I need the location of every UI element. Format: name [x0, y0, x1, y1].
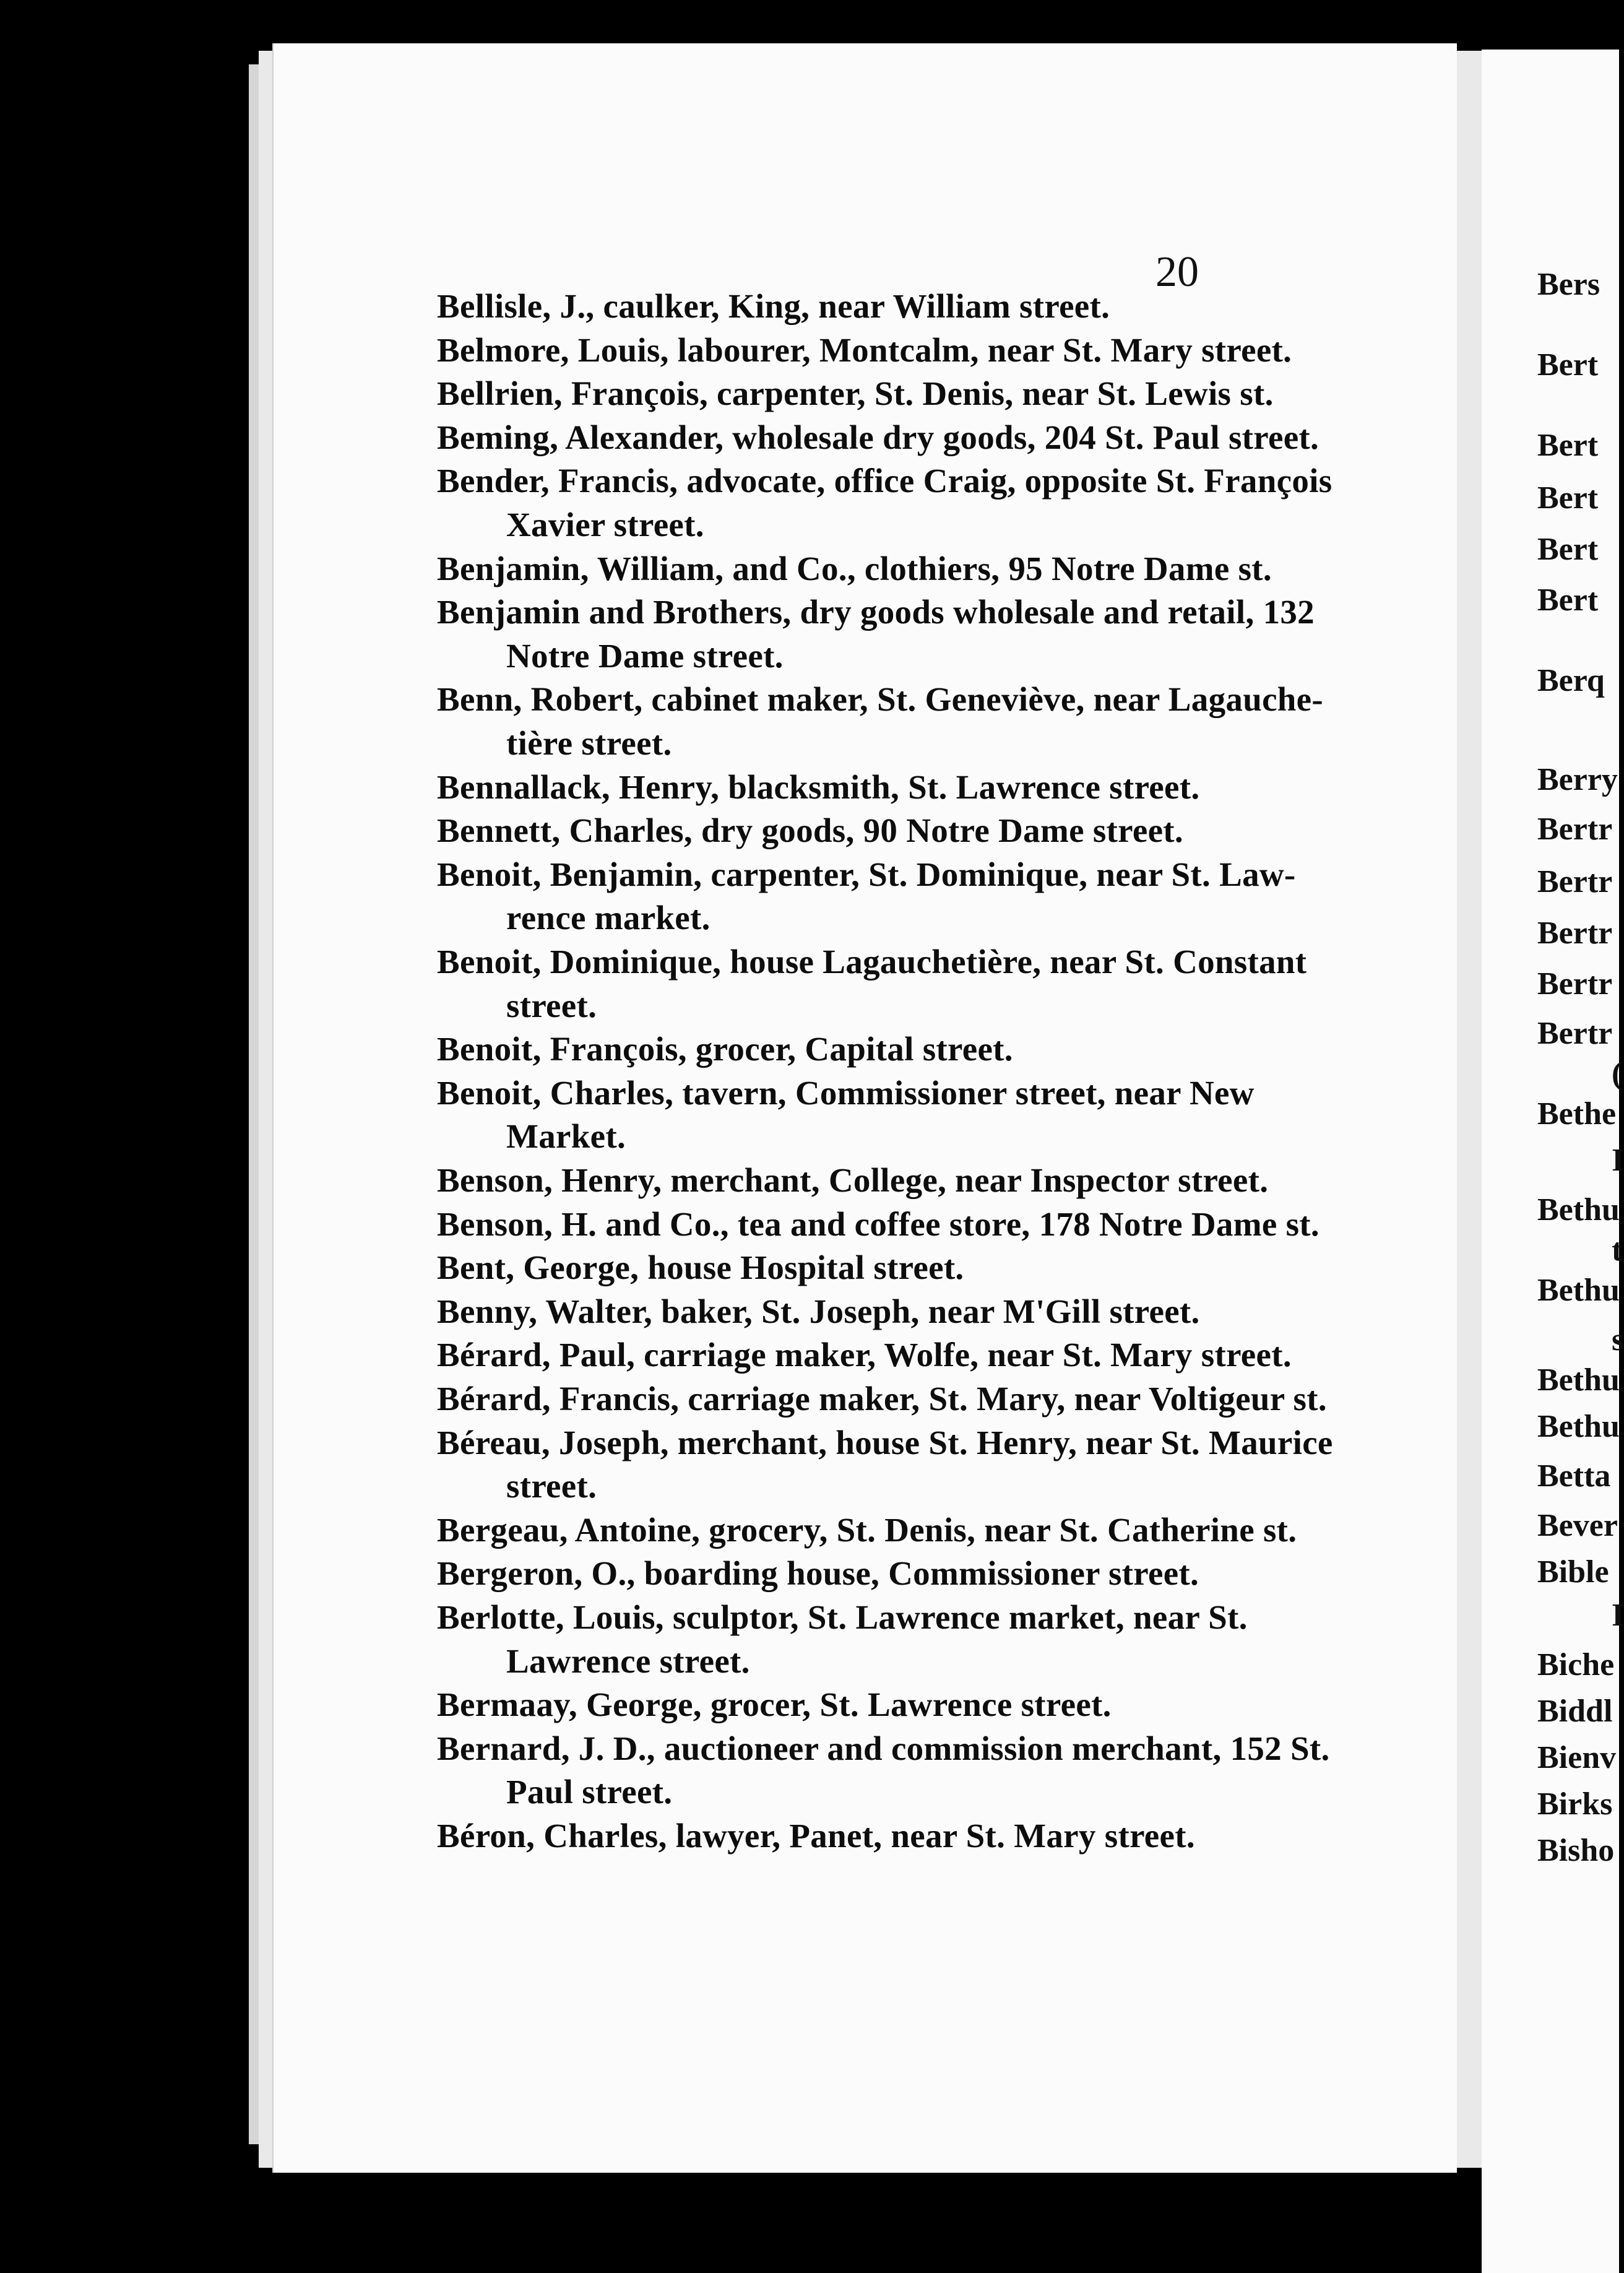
directory-entry: Bernard, J. D., auctioneer and commission merchant, 152 St. [437, 1730, 1330, 1767]
facing-page-entry: I [1612, 1143, 1624, 1178]
directory-entry: Bérard, Paul, carriage maker, Wolfe, near St. Mary street. [437, 1336, 1292, 1374]
directory-entry: Bender, Francis, advocate, office Craig, opposite St. François [437, 462, 1332, 500]
page-number: 20 [1155, 248, 1199, 296]
directory-entry: Bermaay, George, grocer, St. Lawrence street. [437, 1686, 1112, 1723]
directory-entry: Bellrien, François, carpenter, St. Denis, near St. Lewis st. [437, 375, 1274, 412]
directory-entry: Bennallack, Henry, blacksmith, St. Lawrence street. [437, 768, 1200, 806]
directory-entry: Benjamin and Brothers, dry goods wholesale and retail, 132 [437, 593, 1315, 631]
directory-entry: Benny, Walter, baker, St. Joseph, near M'Gill street. [437, 1292, 1200, 1330]
facing-page-entry: I [1612, 1598, 1624, 1633]
directory-entry: Benoit, François, grocer, Capital street. [437, 1030, 1013, 1068]
directory-entry: Bergeron, O., boarding house, Commissioner street. [437, 1554, 1199, 1592]
facing-page-entry: Betta [1537, 1458, 1611, 1494]
facing-page-entry: Bert [1537, 347, 1599, 383]
directory-entry: Bent, George, house Hospital street. [437, 1249, 964, 1286]
directory-entry: Béreau, Joseph, merchant, house St. Henry, near St. Maurice [437, 1424, 1333, 1461]
facing-page-entry: Biche [1537, 1647, 1615, 1682]
facing-page-entry: Bertr [1537, 916, 1613, 951]
directory-entry-continuation: Paul street. [506, 1773, 673, 1811]
facing-page-entry: Bethe [1537, 1096, 1617, 1132]
directory-entry: Bennett, Charles, dry goods, 90 Notre Dame street. [437, 812, 1183, 849]
facing-page-entry: Bers [1537, 267, 1600, 302]
facing-page-entry: Bethu [1537, 1273, 1620, 1308]
directory-entry: Benjamin, William, and Co., clothiers, 95 Notre Dame st. [437, 550, 1272, 587]
facing-page-entry: Bienv [1537, 1740, 1617, 1775]
facing-page-entry: Bert [1537, 480, 1599, 516]
facing-page-entry: Bert [1537, 532, 1599, 567]
facing-page-entry: Bethu [1537, 1362, 1620, 1398]
facing-page-entry: t [1612, 1232, 1623, 1268]
directory-entry: Benson, H. and Co., tea and coffee store, 178 Notre Dame st. [437, 1205, 1320, 1243]
facing-page-entry: Bert [1537, 582, 1599, 618]
facing-page-entry: Bever [1537, 1508, 1618, 1543]
facing-page-entry: Berq [1537, 663, 1605, 698]
directory-entry-continuation: Xavier street. [506, 506, 704, 543]
directory-entry-continuation: tière street. [506, 724, 672, 762]
directory-entry: Beming, Alexander, wholesale dry goods, 204 St. Paul street. [437, 418, 1320, 456]
facing-page-entry: Bertr [1537, 1016, 1613, 1051]
facing-page-entry: Bible [1537, 1554, 1609, 1590]
directory-entry-continuation: Market. [506, 1117, 626, 1155]
facing-page-entry: s [1612, 1322, 1624, 1357]
directory-entry: Benoit, Dominique, house Lagauchetière, near St. Constant [437, 943, 1307, 981]
facing-page-entry: Bisho [1537, 1833, 1615, 1868]
directory-entry: Benoit, Benjamin, carpenter, St. Dominique, near St. Law- [437, 855, 1296, 893]
directory-entry: Benoit, Charles, tavern, Commissioner street, near New [437, 1074, 1255, 1112]
facing-page-entries [1482, 50, 1624, 2273]
directory-entry: Bellisle, J., caulker, King, near William street. [437, 287, 1110, 325]
facing-page-entry: Birks [1537, 1786, 1613, 1822]
directory-entry: Belmore, Louis, labourer, Montcalm, near St. Mary street. [437, 331, 1292, 369]
directory-entry: Benn, Robert, cabinet maker, St. Geneviève, near Lagauche- [437, 680, 1324, 718]
directory-entry: Benson, Henry, merchant, College, near Inspector street. [437, 1161, 1269, 1199]
facing-page-entry: Bethu [1537, 1192, 1620, 1227]
directory-entry-continuation: street. [506, 987, 597, 1024]
facing-page-entry: Bertr [1537, 864, 1613, 899]
directory-entry-continuation: Notre Dame street. [506, 637, 784, 675]
facing-page-entry: Biddl [1537, 1694, 1613, 1729]
facing-page-entry: Bert [1537, 428, 1599, 463]
facing-page-fragment [1482, 50, 1624, 2273]
directory-entry: Bergeau, Antoine, grocery, St. Denis, near St. Catherine st. [437, 1511, 1297, 1549]
facing-page-entry: Berry [1537, 762, 1618, 797]
directory-entry-continuation: Lawrence street. [506, 1642, 750, 1680]
directory-entry-continuation: street. [506, 1467, 597, 1505]
directory-entry: Béron, Charles, lawyer, Panet, near St. Mary street. [437, 1817, 1195, 1855]
facing-page-entry: Bertr [1537, 812, 1613, 847]
facing-page-entry: Bethu [1537, 1409, 1620, 1444]
facing-page-entry: Bertr [1537, 966, 1613, 1002]
facing-page-entry: ( [1612, 1056, 1623, 1091]
directory-entry-continuation: rence market. [506, 899, 710, 937]
directory-entry: Bérard, Francis, carriage maker, St. Mary, near Voltigeur st. [437, 1380, 1327, 1418]
directory-entry: Berlotte, Louis, sculptor, St. Lawrence market, near St. [437, 1598, 1248, 1636]
